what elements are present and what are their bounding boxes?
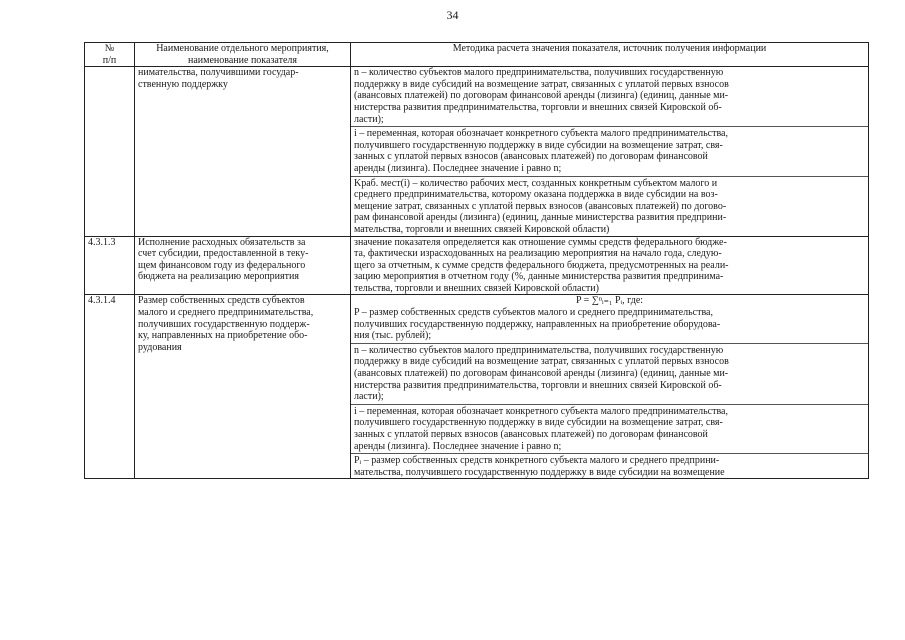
formula: P = ∑ⁿᵢ₌₁ Pᵢ, где: [575,295,644,307]
row-name [135,67,351,236]
text-line: тельства, торговли и внешних связей Кировской области) [354,282,599,294]
divider [351,126,868,127]
table-header-row [85,43,869,67]
text-line: рам финансовой аренды (лизинга) (единиц, данные министерства развития предприни- [354,212,727,224]
text-line: получившего государственную поддержку в виде субсидии на возмещение затрат, свя- [354,417,723,429]
text-line: (авансовых платежей) по договорам финансовой аренды (лизинга) (единиц, данные ми- [354,90,729,102]
divider [351,176,868,177]
text-line: занных с уплатой первых взносов (авансовых платежей) по договорам финансовой [354,151,708,163]
row-number [85,67,135,236]
text-line: малого и среднего предпринимательства, [138,307,314,319]
header-name: Наименование отдельного мероприятия, наименование показателя [135,43,351,67]
header-method: Методика расчета значения показателя, источник получения информации [351,43,869,67]
text-line: Размер собственных средств субъектов [138,295,305,307]
table-row [85,236,869,295]
paragraph [354,67,865,125]
text-line: среднего предпринимательства, которому оказана поддержка в виде субсидии на воз- [354,189,718,201]
text-line: щем финансовом году из федерального [138,259,306,271]
text-line: i – переменная, которая обозначает конкретного субъекта малого предпринимательства, [354,405,728,417]
text-line: ственную поддержку [138,78,228,90]
text-line: значение показателя определяется как отношение суммы средств федерального бюдже- [354,236,727,248]
text-line: нистерства развития предпринимательства, торговли и внешних связей Кировской об- [354,101,722,113]
row-name [135,236,351,295]
text-line: (авансовых платежей) по договорам финансовой аренды (лизинга) (единиц, данные ми- [354,368,729,380]
text-line: рудования [138,341,182,353]
methodology-table [84,42,869,479]
row-number: 4.3.1.3 [85,236,135,295]
divider [351,453,868,454]
row-method [351,67,869,236]
paragraph [354,455,865,478]
header-number: № п/п [85,43,135,67]
paragraph [354,345,865,403]
text-line: мательства, торговли и внешних связей Кировской области) [354,223,610,235]
page-number: 34 [446,8,459,22]
text-line: P – размер собственных средств субъектов малого и среднего предпринимательства, [354,307,713,319]
text-line: ку, направленных на приобретение обо- [138,330,308,342]
row-method [351,236,869,295]
text-line: Kраб. мест(i) – количество рабочих мест, созданных конкретным субъектом малого и [354,177,718,189]
text-line: мещение затрат, связанных с уплатой первых взносов (авансовых платежей) по догово- [354,200,727,212]
paragraph [354,307,865,342]
text-line: ласти); [354,113,384,125]
text-line: та, фактически израсходованных на реализацию мероприятия на начало года, следую- [354,248,722,260]
table-row [85,295,869,479]
table-row [85,67,869,236]
text-line: ласти); [354,391,384,403]
paragraph [354,128,865,174]
text-line: n – количество субъектов малого предпринимательства, получивших государственную [354,67,724,79]
divider [351,404,868,405]
text-line: счет субсидии, предоставленной в теку- [138,248,309,260]
text-line: мательства, получившего государственную поддержку в виде субсидии на возмещение [354,466,725,478]
text-line: щего за отчетным, к сумме средств федерального бюджета, предусмотренных на реали- [354,259,729,271]
text-line: i – переменная, которая обозначает конкретного субъекта малого предпринимательства, [354,128,728,140]
text-line: нистерства развития предпринимательства, торговли и внешних связей Кировской об- [354,379,722,391]
row-number: 4.3.1.4 [85,295,135,479]
paragraph [354,406,865,452]
text-line: аренды (лизинга). Последнее значение i равно n; [354,162,562,174]
text-line: n – количество субъектов малого предпринимательства, получивших государственную [354,344,724,356]
divider [351,343,868,344]
row-name [135,295,351,479]
text-line: получивших государственную поддерж- [138,318,310,330]
text-line: Pᵢ – размер собственных средств конкретного субъекта малого и среднего предприни- [354,455,720,467]
text-line: ния (тыс. рублей); [354,330,432,342]
text-line: получивших государственную поддержку, направленных на приобретение оборудова- [354,318,721,330]
text-line: аренды (лизинга). Последнее значение i равно n; [354,440,562,452]
paragraph [354,178,865,236]
text-line: нимательства, получившими государ- [138,67,299,79]
text-line: занных с уплатой первых взносов (авансовых платежей) по договорам финансовой [354,429,708,440]
row-method [351,295,869,479]
text-line: бюджета на реализацию мероприятия [138,271,299,283]
text-line: получившего государственную поддержку в виде субсидии на возмещение затрат, свя- [354,139,723,151]
text-line: зацию мероприятия в отчетном году (%, данные министерства развития предпринима- [354,271,724,283]
text-line: поддержку в виде субсидий на возмещение затрат, связанных с уплатой первых взносов [354,78,729,90]
text-line: поддержку в виде субсидий на возмещение затрат, связанных с уплатой первых взносов [354,356,729,368]
text-line: Исполнение расходных обязательств за [138,236,306,248]
